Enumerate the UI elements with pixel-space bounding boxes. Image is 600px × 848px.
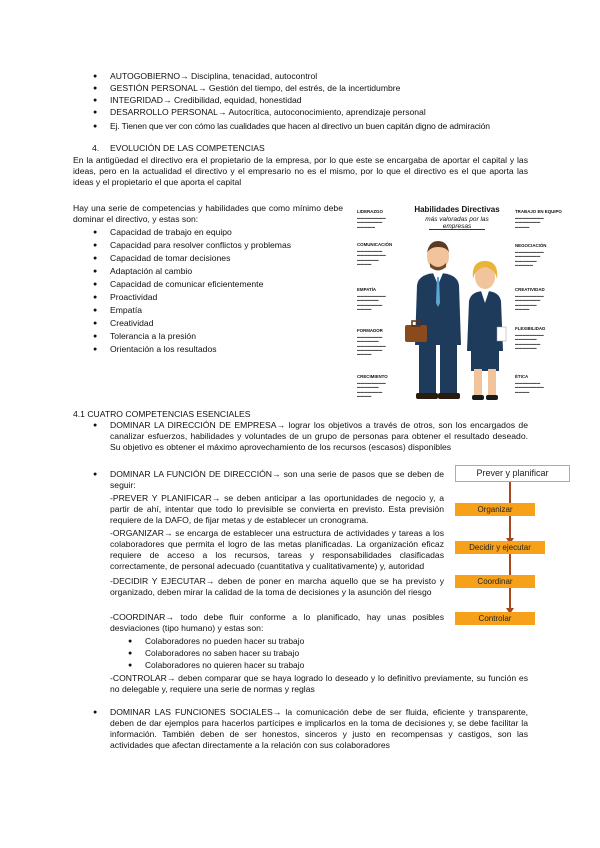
infographic-text-lines: ▬▬▬▬▬▬▬▬ ▬▬▬▬▬▬▬ ▬▬▬▬ (515, 216, 544, 229)
bullet-icon: ● (128, 650, 133, 657)
bullet-icon: ● (93, 242, 98, 249)
skill-item: Empatía (110, 305, 143, 315)
skill-item: Creatividad (110, 318, 154, 328)
flow-step-box: Decidir y ejecutar (455, 541, 545, 554)
bullet-icon: ● (128, 662, 133, 669)
step-paragraph: -DECIDIR Y EJECUTAR→ deben de poner en marcha aquello que se ha previsto y organizado, deben mirar la calidad de la toma de decisiones y la asunción del riesgo (110, 576, 444, 597)
bullet-icon: ● (93, 471, 98, 478)
bullet-icon: ● (93, 281, 98, 288)
section-title: 4.1 CUATRO COMPETENCIAS ESENCIALES (73, 409, 251, 419)
infographic-text-lines: ▬▬▬▬▬▬▬▬ ▬▬▬▬▬▬ ▬▬▬▬▬▬▬ ▬▬▬▬ (357, 294, 386, 311)
infographic-text-lines: ▬▬▬▬▬▬▬ ▬▬▬▬▬▬▬▬ ▬▬▬▬ (515, 381, 544, 394)
bullet-icon: ● (93, 320, 98, 327)
step-paragraph: -PREVER Y PLANIFICAR→ se deben anticipar a las oportunidades de negocio y, a partir de ahí, intentar que todo lo previsible se convierta en previsto. Esta previsión requiere de la DAFO, de fijar metas y de establecer un cronograma. (110, 493, 444, 525)
business-people-illustration (403, 233, 513, 413)
bullet-icon: ● (93, 73, 98, 80)
list-item: DESARROLLO PERSONAL→ Autocrítica, autoconocimiento, aprendizaje personal (110, 107, 426, 117)
infographic-text-lines: ▬▬▬▬▬▬▬▬ ▬▬▬▬▬▬▬ ▬▬▬▬▬▬ ▬▬▬▬▬ (515, 250, 544, 267)
bullet-icon: ● (93, 109, 98, 116)
skill-item: Adaptación al cambio (110, 266, 193, 276)
section-title: EVOLUCIÓN DE LAS COMPETENCIAS (110, 143, 265, 153)
bullet-icon: ● (93, 307, 98, 314)
bullet-icon: ● (93, 709, 98, 716)
infographic-subtitle: más valoradas por las empresas (425, 216, 489, 230)
list-item: AUTOGOBIERNO→ Disciplina, tenacidad, autocontrol (110, 71, 318, 81)
list-item: INTEGRIDAD→ Credibilidad, equidad, honestidad (110, 95, 302, 105)
step-paragraph: -ORGANIZAR→ se encarga de establecer una estructura de actividades y tareas a los colaboradores que permita el logro de las metas planificadas. La organización eficaz requiere de acceso a los recursos, tareas y responsabilidades clasificadas correctamente, de personal adecuado (cuantitativa y cualitativamente) y, autoridad (110, 528, 444, 571)
step-paragraph: -COORDINAR→ todo debe fluir conforme a lo planificado, hay unas posibles desviaciones (tipo humano) y estas son: (110, 612, 444, 633)
infographic-label: TRABAJO EN EQUIPO (515, 209, 562, 214)
skill-item: Capacidad de tomar decisiones (110, 253, 231, 263)
list-item: Ej. Tienen que ver con cómo las cualidades que hacen al directivo un buen capitán digno de admiración (110, 121, 490, 131)
bullet-icon: ● (93, 422, 98, 429)
bullet-icon: ● (128, 638, 133, 645)
flow-step-box: Controlar (455, 612, 535, 625)
infographic-label: FLEXIBILIDAD (515, 326, 546, 331)
step-paragraph: -CONTROLAR→ deben comparar que se haya logrado lo deseado y lo definitivo previamente, su función es no delegable y, requiere una serie de normas y reglas (110, 673, 528, 694)
bullet-icon: ● (93, 333, 98, 340)
list-item: GESTIÓN PERSONAL→ Gestión del tiempo, del estrés, de la incertidumbre (110, 83, 401, 93)
skill-item: Tolerancia a la presión (110, 331, 196, 341)
flow-step-box: Prever y planificar (455, 465, 570, 482)
bullet-icon: ● (93, 268, 98, 275)
skills-intro: Hay una serie de competencias y habilidades que como mínimo debe dominar el directivo, y estas son: (73, 203, 343, 224)
infographic-text-lines: ▬▬▬▬▬▬▬ ▬▬▬▬▬▬▬▬ ▬▬▬▬▬▬ ▬▬▬▬ (357, 249, 386, 266)
bullet-icon: ● (93, 255, 98, 262)
infographic-label: EMPATÍA (357, 287, 377, 292)
deviation-item: Colaboradores no saben hacer su trabajo (145, 648, 300, 658)
title-underline (429, 229, 485, 230)
businessman-figure (405, 241, 461, 399)
infographic-label: FORMADOR (357, 328, 383, 333)
deviation-item: Colaboradores no quieren hacer su trabajo (145, 660, 305, 670)
competency-paragraph: DOMINAR LA DIRECCIÓN DE EMPRESA→ lograr los objetivos a través de otros, son los encargados de canalizar esfuerzos, habilidades y voluntades de un grupo de personas para obtener el resultado deseado. Su objetivo es obtener el máximo aprovechamiento de los recursos (escasos) disponibles (110, 420, 528, 452)
infographic-text-lines: ▬▬▬▬▬▬▬ ▬▬▬▬▬▬ ▬▬▬▬▬▬▬▬ ▬▬▬▬▬▬▬ ▬▬▬▬ (357, 335, 386, 357)
bullet-icon: ● (93, 346, 98, 353)
section-number: 4. (92, 143, 100, 153)
infographic-label: LIDERAZGO (357, 209, 383, 214)
infographic-label: NEGOCIACIÓN (515, 243, 547, 248)
skill-item: Capacidad para resolver conflictos y problemas (110, 240, 292, 250)
skill-item: Capacidad de trabajo en equipo (110, 227, 232, 237)
deviation-item: Colaboradores no pueden hacer su trabajo (145, 636, 305, 646)
section-paragraph: En la antigüedad el directivo era el propietario de la empresa, por lo que este se encargaba de aportar el capital y las ideas, pero en la actualidad el directivo y el empresario no es el mismo, por lo que el directivo es el que aporta las ideas y el propietario el que aporta el capital (73, 155, 528, 187)
direction-flow-diagram (455, 465, 570, 630)
bullet-icon: ● (93, 85, 98, 92)
infographic-title: Habilidades Directivas (414, 205, 500, 214)
skill-item: Orientación a los resultados (110, 344, 217, 354)
competency-paragraph: DOMINAR LA FUNCIÓN DE DIRECCIÓN→ son una serie de pasos que se deben de seguir: (110, 469, 444, 490)
competency-paragraph: DOMINAR LAS FUNCIONES SOCIALES→ la comunicación debe de ser fluida, eficiente y transparente, deben de dar ejemplos para hacerlos partícipes e implicarlos en la toma de decisiones y, se debe facilitar la información. También deben de ser honestos, sinceros y justo en recompensas y castigos, son las actividades que afectan directamente a la relación con sus colaboradores (110, 707, 528, 750)
skill-item: Proactividad (110, 292, 158, 302)
infographic-label: CRECIMIENTO (357, 374, 388, 379)
infographic-text-lines: ▬▬▬▬▬▬▬▬ ▬▬▬▬▬▬ ▬▬▬▬▬▬▬ ▬▬▬▬ (357, 381, 386, 398)
flow-step-box: Organizar (455, 503, 535, 516)
skills-infographic (343, 203, 570, 413)
infographic-text-lines: ▬▬▬▬▬▬▬▬ ▬▬▬▬▬▬ ▬▬▬▬▬▬▬ ▬▬▬▬▬▬ (515, 333, 544, 350)
infographic-text-lines: ▬▬▬▬▬▬▬▬ ▬▬▬▬▬▬▬ ▬▬▬▬▬ (357, 216, 386, 229)
infographic-text-lines: ▬▬▬▬▬▬▬▬ ▬▬▬▬▬▬▬ ▬▬▬▬▬▬ ▬▬▬▬ (515, 294, 544, 311)
bullet-icon: ● (93, 229, 98, 236)
skill-item: Capacidad de comunicar eficientemente (110, 279, 264, 289)
businesswoman-figure (467, 261, 506, 400)
bullet-icon: ● (93, 123, 98, 130)
bullet-icon: ● (93, 97, 98, 104)
bullet-icon: ● (93, 294, 98, 301)
infographic-label: COMUNICACIÓN (357, 242, 393, 247)
infographic-label: ÉTICA (515, 374, 529, 379)
flow-step-box: Coordinar (455, 575, 535, 588)
infographic-label: CREATIVIDAD (515, 287, 545, 292)
